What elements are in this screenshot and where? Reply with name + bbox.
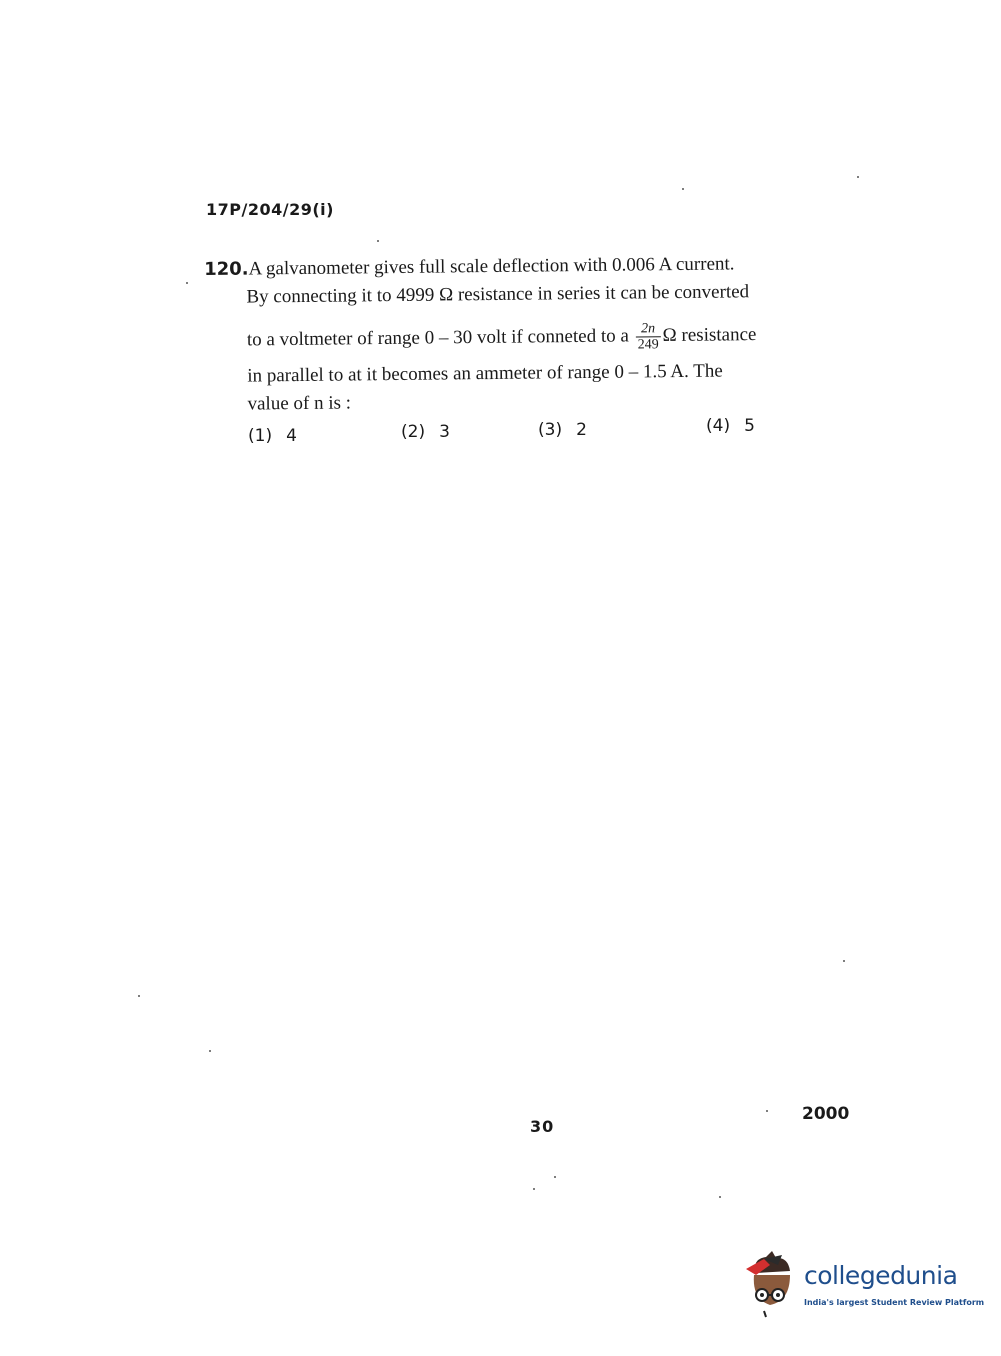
option-value: 4 xyxy=(286,426,297,446)
scan-speck xyxy=(766,1110,768,1112)
scan-speck xyxy=(138,995,140,997)
logo-tagline: India's largest Student Review Platform xyxy=(804,1298,985,1307)
fraction-numerator: 2n xyxy=(635,321,660,337)
collegedunia-logo[interactable] xyxy=(742,1249,985,1319)
logo-wordmark: collegedunia xyxy=(804,1261,958,1290)
fraction-denominator: 249 xyxy=(637,337,659,353)
scan-speck xyxy=(209,1050,211,1052)
question-line-4: in parallel to at it becomes an ammeter of range 0 – 1.5 A. The xyxy=(247,360,723,387)
question-text-1: A galvanometer gives full scale deflection with 0.006 A current. xyxy=(248,253,735,280)
mascot-icon xyxy=(742,1249,804,1319)
question-line-5: value of n is : xyxy=(247,392,352,415)
scan-speck xyxy=(857,176,859,178)
scan-speck xyxy=(533,1188,535,1190)
question-block xyxy=(204,249,836,419)
option-label: (3) xyxy=(538,420,563,440)
answer-options xyxy=(248,416,768,450)
paper-code: 17P/204/29(i) xyxy=(206,200,334,219)
scan-speck xyxy=(682,188,684,190)
option-value: 5 xyxy=(744,416,755,436)
question-text-3b: Ω resistance xyxy=(662,324,757,347)
question-text-3a: to a voltmeter of range 0 – 30 volt if conneted to a xyxy=(246,325,629,351)
option-value: 2 xyxy=(576,420,587,440)
option-label: (2) xyxy=(401,422,426,442)
question-line-2: By connecting it to 4999 Ω resistance in series it can be converted xyxy=(246,281,750,308)
page-number: 30 xyxy=(530,1117,555,1136)
scan-speck xyxy=(186,282,188,284)
option-value: 3 xyxy=(439,422,450,442)
option-label: (4) xyxy=(706,416,731,436)
scan-speck xyxy=(719,1196,721,1198)
question-line-3 xyxy=(205,319,835,357)
question-number: 120. xyxy=(204,258,249,280)
option-3[interactable] xyxy=(538,420,587,440)
option-4[interactable] xyxy=(706,416,755,436)
footer-code: 2000 xyxy=(802,1104,850,1124)
scan-speck xyxy=(843,960,845,962)
option-label: (1) xyxy=(248,426,273,446)
option-2[interactable] xyxy=(401,422,450,442)
resistance-fraction xyxy=(635,321,660,352)
scan-speck xyxy=(554,1176,556,1178)
option-1[interactable] xyxy=(248,426,297,446)
scan-speck xyxy=(377,240,379,242)
